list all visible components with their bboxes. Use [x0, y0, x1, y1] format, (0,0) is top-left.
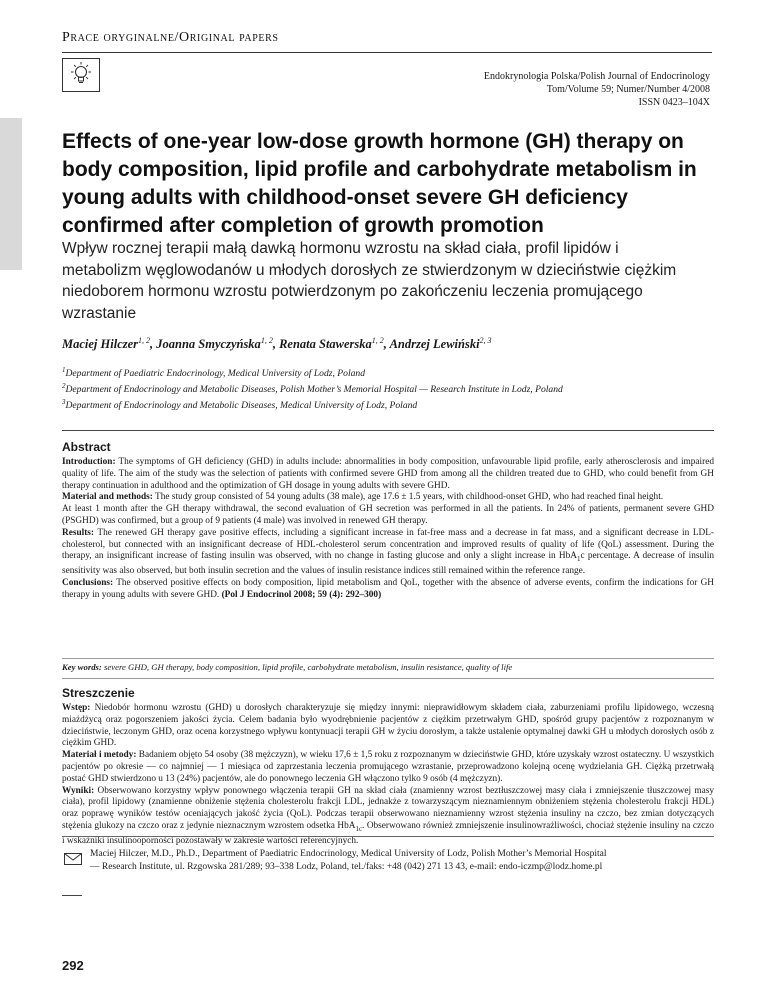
abstract-conclusions: Conclusions: The observed positive effects on body composition, lipid metabolism and QoL, together with the absence of adverse events, confirm the indications for GH therapy in young adults with severe GHD. (Pol J Endocrinol 2008; 59 (4): 292–300): [62, 577, 714, 600]
header-rule: [62, 52, 712, 53]
streszczenie-section: [62, 686, 714, 847]
lightbulb-icon: [62, 58, 100, 92]
author-name: Maciej Hilczer: [62, 337, 139, 352]
author-affiliation-ref: 1, 2: [260, 336, 273, 345]
keywords-rule: [62, 658, 714, 659]
streszczenie-heading: Streszczenie: [62, 686, 135, 700]
contact-rule: [62, 836, 714, 837]
author-list: Maciej Hilczer$^{1, 2}$, Joanna Smyczyńska$^{1, 2}$, Renata Stawerska$^{1, 2}$, Andrzej Lewiński$^{2, 3}$: [62, 336, 492, 352]
page-number: 292: [62, 958, 84, 973]
page-number-rule: [62, 895, 82, 896]
journal-volume: Tom/Volume 59; Numer/Number 4/2008: [546, 84, 710, 95]
side-tab-marker: [0, 118, 22, 270]
keywords: Key words: severe GHD, GH therapy, body composition, lipid profile, carbohydrate metabolism, insulin resistance, quality of life: [62, 662, 513, 672]
article-title: Effects of one-year low-dose growth hormone (GH) therapy on body composition, lipid profile and carbohydrate metabolism in young adults with childhood-onset severe GH deficiency confirmed after completion of growth promotion: [62, 130, 697, 237]
citation: (Pol J Endocrinol 2008; 59 (4): 292–300): [221, 589, 382, 600]
author-affiliation-ref: 2, 3: [479, 336, 492, 345]
affiliation-list: [62, 364, 563, 413]
author-affiliation-ref: 1, 2: [371, 336, 384, 345]
author-name: Andrzej Lewiński: [389, 337, 480, 352]
abstract-methods-continued: At least 1 month after the GH therapy withdrawal, the second evaluation of GH secretion was performed in all the patients. In 24% of patients, permanent severe GHD (PSGHD) was confirmed, but a group of 9 patients (4 male) was involved in renewed GH therapy.: [62, 504, 714, 526]
streszczenie-results: Wyniki: Obserwowano korzystny wpływ ponownego włączenia terapii GH na skład ciała (znamienny wzrost beztłuszczowej masy ciała i zmniejszenie tłuszczowej masy ciała), profil lipidowy (znamienne obniżenie stężenia cholesterolu frakcji LDL, jednakże z towarzyszącym nieznamiennym obniżeniem stężenia cholesterolu frakcji HDL) oraz poprawę wyników testów oceniających jakość życia (QoL). Podczas terapii obserwowano nieznamienny wzrost stężenia insuliny na czczo, bez zmian dotyczących stężenia glukozy na czczo oraz z jedynie nieznacznym wzrostem odsetka HbA$_{1c}$. Obserwowano również zmniejszenie insulinowrażliwości, chociaż stężenie insuliny na czczo i wskaźniki insulinooporności pozostawały w zakresie wartości referencyjnych.: [62, 785, 714, 846]
author-name: Joanna Smyczyńska: [156, 337, 261, 352]
abstract-introduction: Introduction: The symptoms of GH deficiency (GHD) in adults include: abnormalities in body composition, unfavourable lipid profile, early atherosclerosis and impaired quality of life. The aim of the study was the selection of patients with confirmed severe GHD from among all the children treated due to GHD, who could benefit from GH therapy continuation in adulthood and the optimization of GH dosage in young adults with severe GHD.: [62, 457, 714, 491]
journal-issn: ISSN 0423–104X: [638, 97, 710, 108]
envelope-icon: [64, 852, 82, 864]
abstract-section: [62, 440, 714, 601]
affiliation-item: $^1$Department of Paediatric Endocrinology, Medical University of Lodz, Poland: [62, 366, 365, 380]
abstract-methods: Material and methods: The study group consisted of 54 young adults (38 male), age 17.6 ± 1.5 years, with childhood-onset GHD, who had reached final height.: [62, 492, 664, 503]
section-header: Prace oryginalne/Original papers: [62, 30, 279, 45]
author-name: Renata Stawerska: [279, 337, 372, 352]
affiliation-item: $^2$Department of Endocrinology and Metabolic Diseases, Polish Mother’s Memorial Hospital — Research Institute in Lodz, Poland: [62, 382, 563, 396]
abstract-heading: Abstract: [62, 440, 111, 454]
journal-info: [484, 70, 710, 109]
article-title-polish: Wpływ rocznej terapii małą dawką hormonu wzrostu na skład ciała, profil lipidów i metabolizm węglowodanów u młodych dorosłych ze stwierdzonym w dzieciństwie ciężkim niedoborem hormonu wzrostu potwierdzonym po zakończeniu leczenia promującego wzrastanie: [62, 240, 677, 322]
keywords-label: Key words:: [62, 662, 102, 672]
abstract-results: Results: The renewed GH therapy gave positive effects, including a significant increase in fat-free mass and a decrease in fat mass, and a significant decrease in LDL-cholesterol, but connected with an insignificant decrease of HDL-cholesterol serum concentration and improved results of quality of life (QoL) assessment. During the therapy, an insignificant increase of fasting insulin was observed, with no change in fasting glucose and only a slight increase in HbA$_1$c percentage. A decrease of insulin sensitivity was also observed, but both insulin secretion and the values of insulin resistance indices still remained within the reference range.: [62, 527, 714, 577]
affiliation-item: $^3$Department of Endocrinology and Metabolic Diseases, Medical University of Lodz, Poland: [62, 398, 418, 412]
author-affiliation-ref: 1, 2: [138, 336, 151, 345]
journal-name: Endokrynologia Polska/Polish Journal of Endocrinology: [483, 71, 710, 82]
streszczenie-methods: Materiał i metody: Badaniem objęto 54 osoby (38 mężczyzn), w wieku 17,6 ± 1,5 roku z rozpoznanym w dzieciństwie GHD, które uzyskały wzrost ostateczny. U wszystkich pacjentów po okresie — co najmniej — 1 miesiąca od zaprzestania leczenia promującego wzrastanie, przeprowadzono kolejną ocenę wydzielania GH. Ciężką przetrwałą postać GHD stwierdzono u 13 (24%) pacjentów, ale do ponownego leczenia GH włączono tylko 9 osób (4 mężczyzn).: [62, 750, 714, 784]
abstract-rule: [62, 430, 714, 431]
correspondence-address: Maciej Hilczer, M.D., Ph.D., Department of Paediatric Endocrinology, Medical University of Lodz, Polish Mother’s Memorial Hospital — Research Institute, ul. Rzgowska 281/289; 93–338 Lodz, Poland, tel./faks: +48 (042) 271 13 43, e-mail: endo-iczmp@lodz.home.pl: [90, 849, 607, 872]
streszczenie-introduction: Wstęp: Niedobór hormonu wzrostu (GHD) u dorosłych charakteryzuje się między innymi: nieprawidłowym składem ciała, zaburzeniami profilu lipidowego, wczesną miażdżycą oraz pogorszeniem jakości życia. Celem badania było wyodrębnienie pacjentów z ciężkim przetrwałym GHD, spośród grupy pacjentów z rozpoznanym w dzieciństwie, leczonym GHD, oraz ocena korzystnego wpływu kontynuacji terapii GH w życiu dorosłym, a także ustalenie optymalnej dawki GH u młodych dorosłych osób z ciężkim GHD.: [62, 703, 714, 749]
keywords-rule-bottom: [62, 678, 714, 679]
